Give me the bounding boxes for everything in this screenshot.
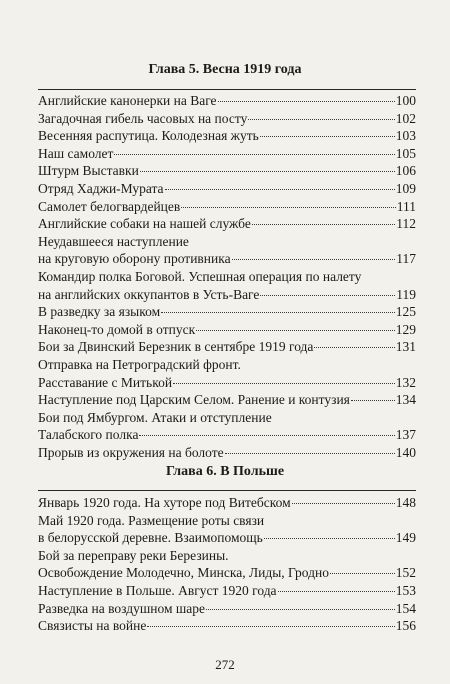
toc-entry-page-number: 111 [396,198,416,214]
toc-entry-page-number: 131 [395,339,416,355]
toc-entry-title: Освобождение Молодечно, Минска, Лиды, Гродно [38,565,329,581]
chapter-5-top-rule [38,89,416,90]
toc-entry [38,303,416,321]
toc-entry-page-number: 102 [395,110,416,126]
toc-entry-line [38,286,416,304]
toc-entry-title: Талабского полка [38,427,139,443]
toc-entry-line [38,215,416,233]
toc-entry-title: Наш самолет [38,145,114,161]
toc-entry-title: Английские канонерки на Ваге [38,93,217,108]
toc-entry-page-number: 129 [395,321,416,337]
dot-leader [173,383,395,384]
toc-entry [38,198,416,216]
toc-entry [38,180,416,198]
toc-entry-line [38,391,416,409]
toc-entry-line [38,110,416,128]
toc-entry-title: Наступление в Польше. Август 1920 года [38,582,277,598]
toc-entry-line [38,444,416,462]
toc-entry [38,582,416,600]
toc-entry [38,547,416,582]
dot-leader [165,189,395,190]
toc-entry-line [38,127,416,145]
toc-entry-line [38,426,416,444]
toc-entry-line [38,321,416,339]
toc-entry-line [38,92,416,110]
toc-entry-page-number: 112 [396,216,416,232]
toc-entry-title-line: Бой за переправу реки Березины. [38,547,229,563]
toc-entry-line [38,374,416,392]
toc-entry [38,145,416,163]
dot-leader [292,503,395,504]
toc-entry-title-line: Командир полка Боговой. Успешная операция по налету [38,268,362,284]
toc-entry-title: в белорусской деревне. Взаимопомощь [38,530,263,546]
toc-entry-title: Загадочная гибель часовых на посту [38,110,248,126]
toc-entry-title: Штурм Выставки [38,163,139,179]
toc-entry [38,600,416,618]
toc-entry-page-number: 149 [395,530,416,546]
toc-entry-page-number: 152 [395,565,416,581]
toc-entry [38,233,416,268]
dot-leader [147,626,394,627]
dot-leader [232,259,396,260]
toc-entry-title: на круговую оборону противника [38,251,231,267]
toc-entry [38,409,416,444]
toc-entry-line [38,494,416,512]
toc-entry-line [38,600,416,618]
toc-entry [38,162,416,180]
chapter-6-toc [38,494,416,635]
dot-leader [351,400,395,401]
toc-entry-line [38,582,416,600]
toc-entry-page-number: 148 [395,495,416,510]
toc-entry-page-number: 153 [395,582,416,598]
toc-entry-title-line: Бои под Ямбургом. Атаки и отступление [38,409,272,425]
toc-entry-line [38,617,416,635]
toc-entry-line [38,250,416,268]
toc-entry [38,92,416,110]
toc-entry [38,356,416,391]
toc-entry-line [38,180,416,198]
toc-entry-title: Связисты на войне [38,618,147,634]
chapter-5-title: Глава 5. Весна 1919 года [148,62,302,77]
toc-entry-page-number: 109 [395,180,416,196]
toc-entry-title-line: Май 1920 года. Размещение роты связи [38,512,265,528]
toc-entry-title: на английских оккупантов в Усть-Ваге [38,286,260,302]
toc-entry-title-line: Неудавшееся наступление [38,233,189,249]
toc-entry-title: Бои за Двинский Березник в сентябре 1919 года [38,339,314,355]
toc-entry [38,512,416,547]
toc-entry-line [38,198,416,216]
toc-entry-page-number: 140 [395,444,416,460]
toc-entry [38,268,416,303]
dot-leader [314,347,394,348]
dot-leader [252,224,395,225]
chapter-5-toc [38,92,416,461]
toc-entry-title: Расставание с Митькой [38,374,173,390]
toc-entry [38,338,416,356]
toc-entry-line [38,564,416,582]
chapter-6-title: Глава 6. В Польше [165,464,285,479]
toc-entry-title: Наконец-то домой в отпуск [38,321,196,337]
toc-entry-page-number: 103 [395,128,416,144]
dot-leader [181,207,395,208]
toc-entry-title: Весенняя распутица. Колодезная жуть [38,128,259,144]
chapter-6-top-rule [38,490,416,491]
toc-entry-page-number: 134 [395,392,416,408]
dot-leader [114,154,394,155]
toc-entry-title: Разведка на воздушном шаре [38,600,206,616]
toc-entry [38,617,416,635]
toc-entry-page-number: 156 [395,618,416,634]
toc-entry-page-number: 105 [395,145,416,161]
toc-entry-title: Январь 1920 года. На хуторе под Витебском [38,495,291,510]
toc-entry-page-number: 100 [395,93,416,108]
dot-leader [264,538,395,539]
toc-entry [38,391,416,409]
dot-leader [260,295,395,296]
toc-entry-title: Английские собаки на нашей службе [38,216,251,232]
toc-entry [38,321,416,339]
toc-entry-page-number: 154 [395,600,416,616]
dot-leader [248,119,394,120]
dot-leader [330,573,395,574]
toc-entry-title: Самолет белогвардейцев [38,198,181,214]
toc-entry [38,215,416,233]
dot-leader [225,453,395,454]
toc-entry-line [38,338,416,356]
toc-entry-title: Прорыв из окружения на болоте [38,444,224,460]
toc-entry [38,494,416,512]
toc-entry-page-number: 132 [395,374,416,390]
toc-entry-page-number: 125 [395,304,416,320]
toc-entry-page-number: 106 [395,163,416,179]
toc-entry-title: В разведку за языком [38,304,161,320]
toc-entry-page-number: 117 [396,251,416,267]
page-number: 272 [215,657,235,672]
toc-entry-page-number: 119 [396,286,416,302]
toc-entry-line [38,529,416,547]
toc-entry [38,444,416,462]
dot-leader [161,312,395,313]
toc-entry-title: Отряд Хаджи-Мурата [38,180,164,196]
dot-leader [260,136,395,137]
dot-leader [206,609,395,610]
dot-leader [196,330,395,331]
dot-leader [218,101,395,102]
toc-entry-page-number: 137 [395,427,416,443]
toc-entry [38,127,416,145]
dot-leader [278,591,395,592]
toc-entry [38,110,416,128]
toc-entry-line [38,145,416,163]
toc-entry-title: Наступление под Царским Селом. Ранение и контузия [38,392,350,408]
toc-entry-line [38,303,416,321]
toc-entry-title-line: Отправка на Петроградский фронт. [38,356,241,372]
dot-leader [140,171,395,172]
dot-leader [139,435,394,436]
toc-entry-line [38,162,416,180]
